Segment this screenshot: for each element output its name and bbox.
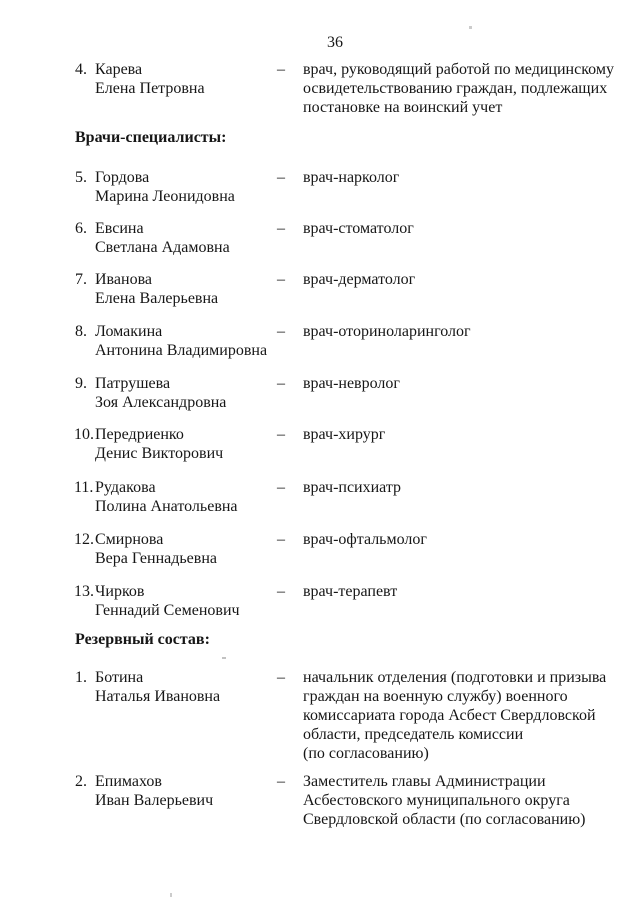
item-number: 13. xyxy=(74,583,94,600)
item-number: 9. xyxy=(75,375,87,392)
person-role xyxy=(303,374,400,393)
item-number: 11. xyxy=(74,479,94,496)
given-name-line: Елена Валерьевна xyxy=(95,290,219,307)
surname-line: Евсина xyxy=(95,220,144,237)
person-name xyxy=(95,219,230,257)
person-name xyxy=(95,530,217,568)
role-line: врач-терапевт xyxy=(303,583,398,600)
surname-line: Ломакина xyxy=(95,323,163,340)
person-role xyxy=(303,219,414,238)
role-line: врач-стоматолог xyxy=(303,220,414,237)
dash-separator: – xyxy=(277,323,285,340)
role-line: освидетельствованию граждан, подлежащих xyxy=(303,80,608,97)
item-number: 10. xyxy=(74,426,94,443)
role-line: комиссариата города Асбест Свердловской xyxy=(303,707,596,724)
person-name xyxy=(95,478,238,516)
person-name xyxy=(95,270,218,308)
dash-separator: – xyxy=(277,669,285,686)
dash-separator: – xyxy=(277,271,285,288)
person-role xyxy=(303,322,471,341)
given-name-line: Денис Викторович xyxy=(95,445,224,462)
person-name xyxy=(95,772,213,810)
given-name-line: Антонина Владимировна xyxy=(95,342,268,359)
item-number: 12. xyxy=(74,531,94,548)
scan-artifact xyxy=(170,893,172,897)
person-name xyxy=(95,425,223,463)
role-line: врач-дерматолог xyxy=(303,271,416,288)
item-number: 8. xyxy=(75,323,87,340)
scan-artifact xyxy=(222,657,226,659)
role-line: Асбестовского муниципального округа xyxy=(303,792,570,809)
surname-line: Карева xyxy=(95,61,143,78)
given-name-line: Геннадий Семенович xyxy=(95,602,240,619)
item-number: 4. xyxy=(75,61,87,78)
role-line: врач-невролог xyxy=(303,375,400,392)
person-name xyxy=(95,60,205,98)
role-line: врач, руководящий работой по медицинскому xyxy=(303,61,614,78)
role-line: врач-хирург xyxy=(303,426,386,443)
role-line: врач-офтальмолог xyxy=(303,531,427,548)
person-name xyxy=(95,374,226,412)
item-number: 1. xyxy=(75,669,87,686)
given-name-line: Вера Геннадьевна xyxy=(95,550,217,567)
role-line: врач-нарколог xyxy=(303,169,400,186)
item-number: 6. xyxy=(75,220,87,237)
person-role xyxy=(303,168,399,187)
person-role xyxy=(303,530,427,549)
person-role xyxy=(303,668,606,763)
dash-separator: – xyxy=(277,583,285,600)
role-line: области, председатель комиссии xyxy=(303,726,524,743)
given-name-line: Иван Валерьевич xyxy=(95,792,214,809)
role-line: постановке на воинский учет xyxy=(303,99,503,116)
item-number: 5. xyxy=(75,169,87,186)
surname-line: Передриенко xyxy=(95,426,184,443)
surname-line: Патрушева xyxy=(95,375,171,392)
scan-artifact xyxy=(469,26,472,29)
dash-separator: – xyxy=(277,220,285,237)
role-line: начальник отделения (подготовки и призыва xyxy=(303,669,607,686)
person-role xyxy=(303,478,401,497)
person-role xyxy=(303,425,385,444)
person-name xyxy=(95,322,267,360)
surname-line: Чирков xyxy=(95,583,145,600)
role-line: Заместитель главы Администрации xyxy=(303,773,546,790)
person-name xyxy=(95,582,240,620)
given-name-line: Елена Петровна xyxy=(95,80,205,97)
given-name-line: Зоя Александровна xyxy=(95,394,227,411)
item-number: 2. xyxy=(75,773,87,790)
person-name xyxy=(95,668,220,706)
dash-separator: – xyxy=(277,426,285,443)
given-name-line: Полина Анатольевна xyxy=(95,498,238,515)
role-line: Свердловской области (по согласованию) xyxy=(303,811,586,828)
surname-line: Гордова xyxy=(95,169,150,186)
surname-line: Рудакова xyxy=(95,479,156,496)
role-line: (по согласованию) xyxy=(303,745,429,762)
dash-separator: – xyxy=(277,169,285,186)
person-role xyxy=(303,60,614,117)
dash-separator: – xyxy=(277,375,285,392)
person-role xyxy=(303,270,415,289)
surname-line: Епимахов xyxy=(95,773,162,790)
dash-separator: – xyxy=(277,61,285,78)
role-line: врач-психиатр xyxy=(303,479,402,496)
dash-separator: – xyxy=(277,773,285,790)
person-name xyxy=(95,168,235,206)
section-heading: Врачи-специалисты: xyxy=(75,129,227,146)
given-name-line: Марина Леонидовна xyxy=(95,188,235,205)
person-role xyxy=(303,772,586,829)
surname-line: Ботина xyxy=(95,669,144,686)
dash-separator: – xyxy=(277,531,285,548)
dash-separator: – xyxy=(277,479,285,496)
given-name-line: Светлана Адамовна xyxy=(95,239,230,256)
surname-line: Смирнова xyxy=(95,531,164,548)
role-line: граждан на военную службу) военного xyxy=(303,688,568,705)
surname-line: Иванова xyxy=(95,271,153,288)
page-number: 36 xyxy=(327,34,343,51)
role-line: врач-оториноларинголог xyxy=(303,323,471,340)
given-name-line: Наталья Ивановна xyxy=(95,688,221,705)
item-number: 7. xyxy=(75,271,87,288)
section-heading: Резервный состав: xyxy=(75,631,210,648)
person-role xyxy=(303,582,397,601)
